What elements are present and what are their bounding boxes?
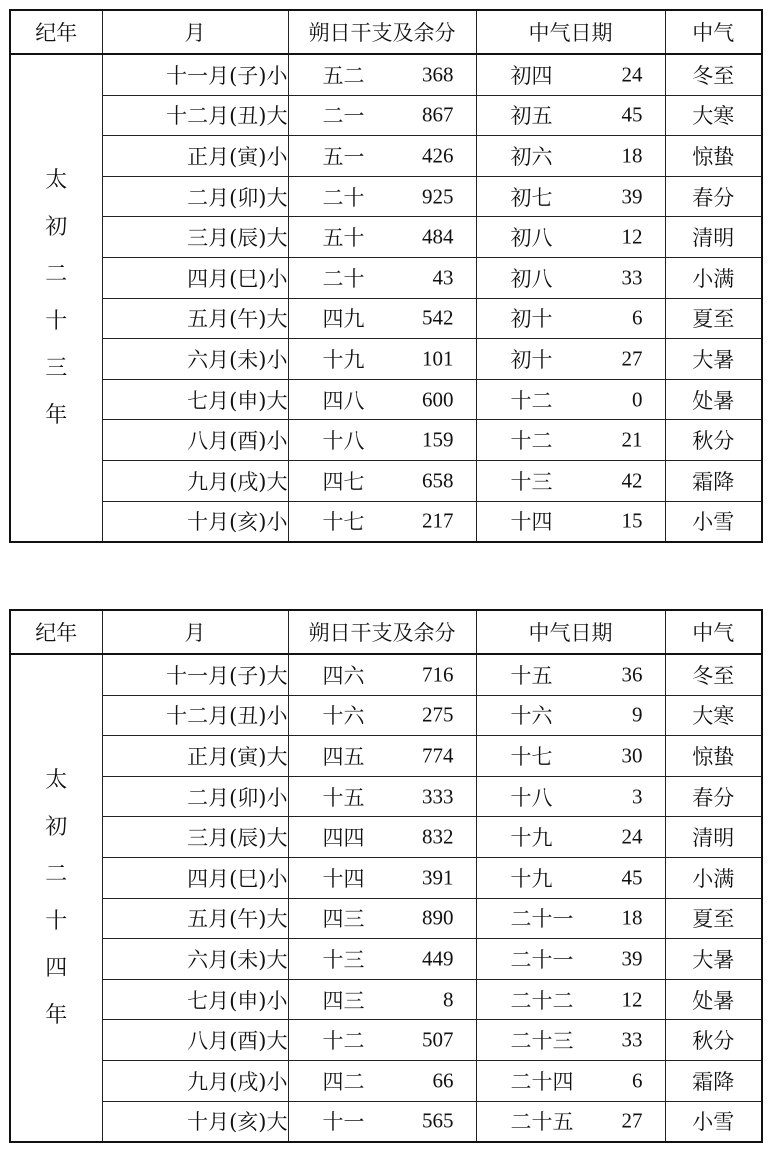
table-row — [10, 776, 762, 817]
ganzhi-day: 十七 — [322, 510, 365, 535]
remainder-value: 333 — [422, 784, 454, 809]
midterm-date-cell — [476, 217, 665, 258]
ganzhi-day: 四三 — [322, 988, 365, 1013]
midterm-cell: 惊蛰 — [665, 136, 762, 177]
midterm-cell: 大暑 — [665, 939, 762, 980]
new-moon-cell — [288, 54, 476, 95]
new-moon-cell — [288, 460, 476, 501]
new-moon-cell — [288, 898, 476, 939]
new-moon-cell — [288, 857, 476, 898]
midterm-date-cell — [476, 695, 665, 736]
midterm-day: 十二 — [510, 388, 553, 413]
month-cell: 八月(酉)小 — [102, 420, 288, 461]
new-moon-cell — [288, 1101, 476, 1142]
ganzhi-day: 十九 — [322, 347, 365, 372]
remainder-value: 542 — [422, 305, 454, 330]
midterm-remainder: 45 — [621, 865, 643, 890]
midterm-date-cell — [476, 898, 665, 939]
remainder-value: 8 — [443, 987, 454, 1012]
month-cell: 正月(寅)大 — [102, 736, 288, 777]
year-label-char: 十 — [45, 309, 68, 335]
midterm-remainder: 18 — [621, 905, 643, 930]
midterm-day: 十二 — [510, 429, 553, 454]
new-moon-cell — [288, 939, 476, 980]
midterm-cell: 霜降 — [665, 460, 762, 501]
year-label-char: 四 — [45, 956, 68, 982]
midterm-day: 十六 — [510, 704, 553, 729]
ganzhi-day: 十一 — [322, 1110, 365, 1135]
midterm-remainder: 27 — [621, 1108, 643, 1133]
midterm-date-cell — [476, 979, 665, 1020]
midterm-cell: 惊蛰 — [665, 736, 762, 777]
table-row — [10, 979, 762, 1020]
remainder-value: 507 — [422, 1027, 454, 1052]
new-moon-cell — [288, 420, 476, 461]
midterm-cell: 夏至 — [665, 298, 762, 339]
remainder-value: 275 — [422, 702, 454, 727]
remainder-value: 832 — [422, 824, 454, 849]
midterm-remainder: 36 — [621, 662, 643, 687]
midterm-remainder: 42 — [621, 468, 643, 493]
midterm-remainder: 18 — [621, 143, 643, 168]
month-cell: 十二月(丑)大 — [102, 95, 288, 136]
ganzhi-day: 四七 — [322, 469, 365, 494]
midterm-cell: 处暑 — [665, 979, 762, 1020]
remainder-value: 484 — [422, 224, 454, 249]
midterm-remainder: 24 — [621, 62, 643, 87]
table-row — [10, 501, 762, 542]
midterm-day: 十九 — [510, 866, 553, 891]
table-row — [10, 857, 762, 898]
midterm-cell: 秋分 — [665, 1020, 762, 1061]
header-row — [10, 610, 762, 654]
ganzhi-day: 十五 — [322, 785, 365, 810]
year-label-char: 初 — [45, 215, 68, 241]
midterm-day: 初十 — [510, 347, 553, 372]
midterm-cell: 秋分 — [665, 420, 762, 461]
new-moon-cell — [288, 979, 476, 1020]
table-row — [10, 176, 762, 217]
ganzhi-day: 四三 — [322, 907, 365, 932]
month-cell: 八月(酉)大 — [102, 1020, 288, 1061]
new-moon-cell — [288, 136, 476, 177]
header-midterm: 中气 — [665, 10, 762, 54]
header-new-moon: 朔日干支及余分 — [288, 610, 476, 654]
midterm-date-cell — [476, 339, 665, 380]
ganzhi-day: 二十 — [322, 185, 365, 210]
midterm-day: 二十五 — [510, 1110, 574, 1135]
ganzhi-day: 四四 — [322, 826, 365, 851]
ganzhi-day: 四九 — [322, 307, 365, 332]
midterm-remainder: 15 — [621, 508, 643, 533]
midterm-day: 二十二 — [510, 988, 574, 1013]
remainder-value: 449 — [422, 946, 454, 971]
midterm-day: 二十一 — [510, 947, 574, 972]
remainder-value: 925 — [422, 184, 454, 209]
almanac-table-taichu-23 — [9, 9, 763, 543]
month-cell: 十二月(丑)小 — [102, 695, 288, 736]
ganzhi-day: 二一 — [322, 104, 365, 129]
month-cell: 十月(亥)小 — [102, 501, 288, 542]
header-month: 月 — [102, 610, 288, 654]
year-label-char: 太 — [45, 168, 68, 194]
new-moon-cell — [288, 379, 476, 420]
remainder-value: 101 — [422, 346, 454, 371]
month-cell: 四月(巳)小 — [102, 857, 288, 898]
table-body — [10, 54, 762, 542]
midterm-cell: 春分 — [665, 176, 762, 217]
midterm-day: 十七 — [510, 744, 553, 769]
midterm-cell: 处暑 — [665, 379, 762, 420]
midterm-remainder: 30 — [621, 743, 643, 768]
remainder-value: 426 — [422, 143, 454, 168]
new-moon-cell — [288, 736, 476, 777]
midterm-remainder: 0 — [632, 387, 643, 412]
ganzhi-day: 四五 — [322, 744, 365, 769]
header-year: 纪年 — [10, 10, 102, 54]
month-cell: 十一月(子)小 — [102, 54, 288, 95]
midterm-cell: 霜降 — [665, 1060, 762, 1101]
new-moon-cell — [288, 695, 476, 736]
midterm-remainder: 27 — [621, 346, 643, 371]
month-cell: 六月(未)小 — [102, 339, 288, 380]
midterm-remainder: 3 — [632, 784, 643, 809]
midterm-cell: 小雪 — [665, 1101, 762, 1142]
midterm-day: 初六 — [510, 144, 553, 169]
month-cell: 五月(午)大 — [102, 298, 288, 339]
remainder-value: 658 — [422, 468, 454, 493]
month-cell: 十一月(子)大 — [102, 654, 288, 695]
table-row — [10, 898, 762, 939]
midterm-day: 初十 — [510, 307, 553, 332]
midterm-day: 二十一 — [510, 907, 574, 932]
month-cell: 正月(寅)小 — [102, 136, 288, 177]
midterm-cell: 清明 — [665, 217, 762, 258]
midterm-cell: 冬至 — [665, 654, 762, 695]
table-row — [10, 379, 762, 420]
table-row — [10, 420, 762, 461]
midterm-date-cell — [476, 1020, 665, 1061]
new-moon-cell — [288, 1020, 476, 1061]
midterm-date-cell — [476, 298, 665, 339]
month-cell: 九月(戌)小 — [102, 1060, 288, 1101]
table-row — [10, 695, 762, 736]
remainder-value: 66 — [432, 1068, 454, 1093]
midterm-cell: 大寒 — [665, 695, 762, 736]
midterm-date-cell — [476, 817, 665, 858]
remainder-value: 867 — [422, 102, 454, 127]
remainder-value: 774 — [422, 743, 454, 768]
midterm-date-cell — [476, 257, 665, 298]
ganzhi-day: 五十 — [322, 226, 365, 251]
ganzhi-day: 十二 — [322, 1029, 365, 1054]
new-moon-cell — [288, 501, 476, 542]
header-month: 月 — [102, 10, 288, 54]
month-cell: 七月(申)小 — [102, 979, 288, 1020]
midterm-date-cell — [476, 136, 665, 177]
table-row — [10, 460, 762, 501]
month-cell: 五月(午)大 — [102, 898, 288, 939]
midterm-date-cell — [476, 857, 665, 898]
midterm-day: 十四 — [510, 510, 553, 535]
ganzhi-day: 四八 — [322, 388, 365, 413]
new-moon-cell — [288, 1060, 476, 1101]
midterm-remainder: 21 — [621, 427, 643, 452]
table-row — [10, 298, 762, 339]
year-label-char: 十 — [45, 909, 68, 935]
ganzhi-day: 五一 — [322, 144, 365, 169]
midterm-remainder: 33 — [621, 1027, 643, 1052]
midterm-cell: 小雪 — [665, 501, 762, 542]
midterm-cell: 清明 — [665, 817, 762, 858]
month-cell: 二月(卯)大 — [102, 176, 288, 217]
midterm-date-cell — [476, 54, 665, 95]
midterm-date-cell — [476, 939, 665, 980]
table-row — [10, 1020, 762, 1061]
table-row — [10, 95, 762, 136]
year-label-char: 太 — [45, 768, 68, 794]
remainder-value: 890 — [422, 905, 454, 930]
midterm-cell: 春分 — [665, 776, 762, 817]
ganzhi-day: 十六 — [322, 704, 365, 729]
midterm-day: 初七 — [510, 185, 553, 210]
month-cell: 十月(亥)大 — [102, 1101, 288, 1142]
almanac-table-taichu-24 — [9, 609, 763, 1143]
year-label-char: 年 — [45, 403, 68, 429]
year-label-vertical — [45, 757, 67, 1039]
header-midterm: 中气 — [665, 610, 762, 654]
table-row — [10, 736, 762, 777]
new-moon-cell — [288, 654, 476, 695]
ganzhi-day: 四六 — [322, 663, 365, 688]
midterm-date-cell — [476, 1101, 665, 1142]
table-row — [10, 217, 762, 258]
midterm-day: 十八 — [510, 785, 553, 810]
midterm-day: 初四 — [510, 63, 553, 88]
midterm-date-cell — [476, 501, 665, 542]
remainder-value: 600 — [422, 387, 454, 412]
remainder-value: 159 — [422, 427, 454, 452]
midterm-remainder: 12 — [621, 987, 643, 1012]
header-row — [10, 10, 762, 54]
midterm-day: 二十三 — [510, 1029, 574, 1054]
ganzhi-day: 十三 — [322, 947, 365, 972]
month-cell: 三月(辰)大 — [102, 817, 288, 858]
new-moon-cell — [288, 339, 476, 380]
midterm-cell: 大暑 — [665, 339, 762, 380]
month-cell: 二月(卯)小 — [102, 776, 288, 817]
midterm-day: 二十四 — [510, 1069, 574, 1094]
midterm-remainder: 39 — [621, 184, 643, 209]
ganzhi-day: 四二 — [322, 1069, 365, 1094]
midterm-cell: 大寒 — [665, 95, 762, 136]
year-label — [10, 654, 102, 1142]
ganzhi-day: 十八 — [322, 429, 365, 454]
midterm-remainder: 39 — [621, 946, 643, 971]
midterm-remainder: 24 — [621, 824, 643, 849]
remainder-value: 368 — [422, 62, 454, 87]
table-row — [10, 1101, 762, 1142]
midterm-day: 初五 — [510, 104, 553, 129]
midterm-remainder: 9 — [632, 702, 643, 727]
remainder-value: 391 — [422, 865, 454, 890]
midterm-cell: 小满 — [665, 257, 762, 298]
year-label-char: 年 — [45, 1003, 68, 1029]
new-moon-cell — [288, 298, 476, 339]
ganzhi-day: 十四 — [322, 866, 365, 891]
midterm-cell: 小满 — [665, 857, 762, 898]
month-cell: 四月(巳)小 — [102, 257, 288, 298]
new-moon-cell — [288, 817, 476, 858]
new-moon-cell — [288, 776, 476, 817]
new-moon-cell — [288, 257, 476, 298]
midterm-date-cell — [476, 654, 665, 695]
midterm-remainder: 6 — [632, 1068, 643, 1093]
midterm-day: 初八 — [510, 226, 553, 251]
midterm-date-cell — [476, 736, 665, 777]
table-row — [10, 339, 762, 380]
midterm-date-cell — [476, 460, 665, 501]
midterm-remainder: 6 — [632, 305, 643, 330]
midterm-day: 十三 — [510, 469, 553, 494]
remainder-value: 217 — [422, 508, 454, 533]
month-cell: 三月(辰)大 — [102, 217, 288, 258]
midterm-cell: 冬至 — [665, 54, 762, 95]
year-label-char: 二 — [45, 262, 68, 288]
month-cell: 六月(未)大 — [102, 939, 288, 980]
month-cell: 七月(申)大 — [102, 379, 288, 420]
header-midterm-date: 中气日期 — [476, 10, 665, 54]
midterm-date-cell — [476, 176, 665, 217]
year-label-vertical — [45, 157, 67, 439]
year-label-char: 初 — [45, 815, 68, 841]
header-midterm-date: 中气日期 — [476, 610, 665, 654]
midterm-day: 初八 — [510, 266, 553, 291]
table-row — [10, 54, 762, 95]
table-row — [10, 136, 762, 177]
midterm-date-cell — [476, 420, 665, 461]
midterm-date-cell — [476, 1060, 665, 1101]
remainder-value: 43 — [432, 265, 454, 290]
table-row — [10, 817, 762, 858]
new-moon-cell — [288, 176, 476, 217]
midterm-date-cell — [476, 95, 665, 136]
year-label — [10, 54, 102, 542]
table-row — [10, 257, 762, 298]
ganzhi-day: 二十 — [322, 266, 365, 291]
midterm-remainder: 12 — [621, 224, 643, 249]
midterm-day: 十九 — [510, 826, 553, 851]
new-moon-cell — [288, 217, 476, 258]
table-body — [10, 654, 762, 1142]
month-cell: 九月(戌)大 — [102, 460, 288, 501]
header-new-moon: 朔日干支及余分 — [288, 10, 476, 54]
midterm-day: 十五 — [510, 663, 553, 688]
new-moon-cell — [288, 95, 476, 136]
ganzhi-day: 五二 — [322, 63, 365, 88]
header-year: 纪年 — [10, 610, 102, 654]
midterm-cell: 夏至 — [665, 898, 762, 939]
midterm-date-cell — [476, 379, 665, 420]
midterm-remainder: 33 — [621, 265, 643, 290]
year-label-char: 二 — [45, 862, 68, 888]
remainder-value: 716 — [422, 662, 454, 687]
midterm-date-cell — [476, 776, 665, 817]
table-row — [10, 654, 762, 695]
table-row — [10, 939, 762, 980]
midterm-remainder: 45 — [621, 102, 643, 127]
year-label-char: 三 — [45, 356, 68, 382]
table-row — [10, 1060, 762, 1101]
remainder-value: 565 — [422, 1108, 454, 1133]
